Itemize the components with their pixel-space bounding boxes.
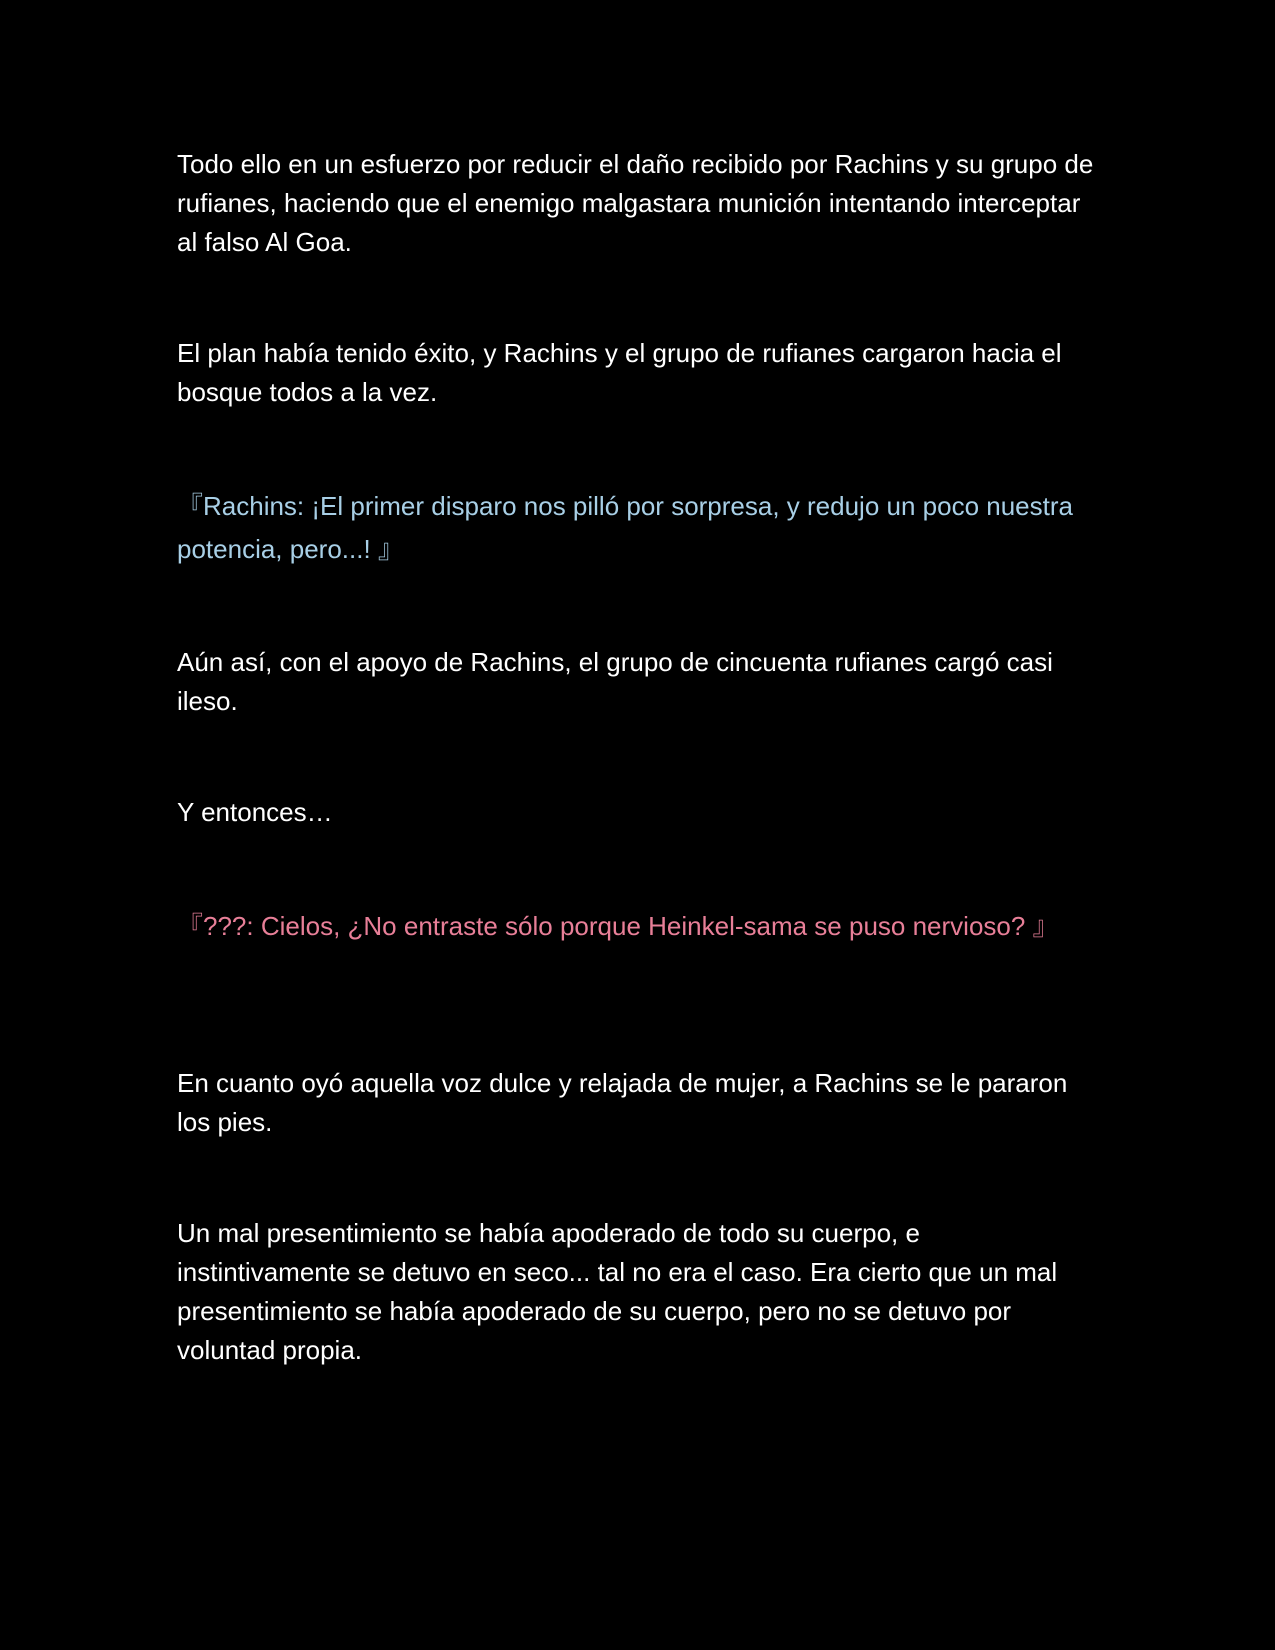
narration-paragraph: El plan había tenido éxito, y Rachins y el grupo de rufianes cargaron hacia el bosque todos a la vez.	[177, 338, 1062, 407]
narration-paragraph: Todo ello en un esfuerzo por reducir el daño recibido por Rachins y su grupo de rufianes, haciendo que el enemigo malgastara munición intentando interceptar al falso Al Goa.	[177, 149, 1094, 257]
narration-paragraph: En cuanto oyó aquella voz dulce y relajada de mujer, a Rachins se le pararon los pies.	[177, 1068, 1068, 1137]
narration-paragraph: Un mal presentimiento se había apoderado de todo su cuerpo, e instintivamente se detuvo en seco... tal no era el caso. Era cierto que un mal presentimiento se había apoderado de su cuerpo, pero no se detuvo por voluntad propia.	[177, 1218, 1058, 1365]
narration-paragraph: Y entonces…	[177, 797, 333, 827]
unknown-speaker-dialogue: 『???: Cielos, ¿No entraste sólo porque Heinkel-sama se puso nervioso? 』	[177, 911, 1059, 941]
narration-paragraph: Aún así, con el apoyo de Rachins, el grupo de cincuenta rufianes cargó casi ileso.	[177, 647, 1053, 716]
rachins-dialogue: 『Rachins: ¡El primer disparo nos pilló por sorpresa, y redujo un poco nuestra potencia, pero...! 』	[177, 491, 1073, 564]
